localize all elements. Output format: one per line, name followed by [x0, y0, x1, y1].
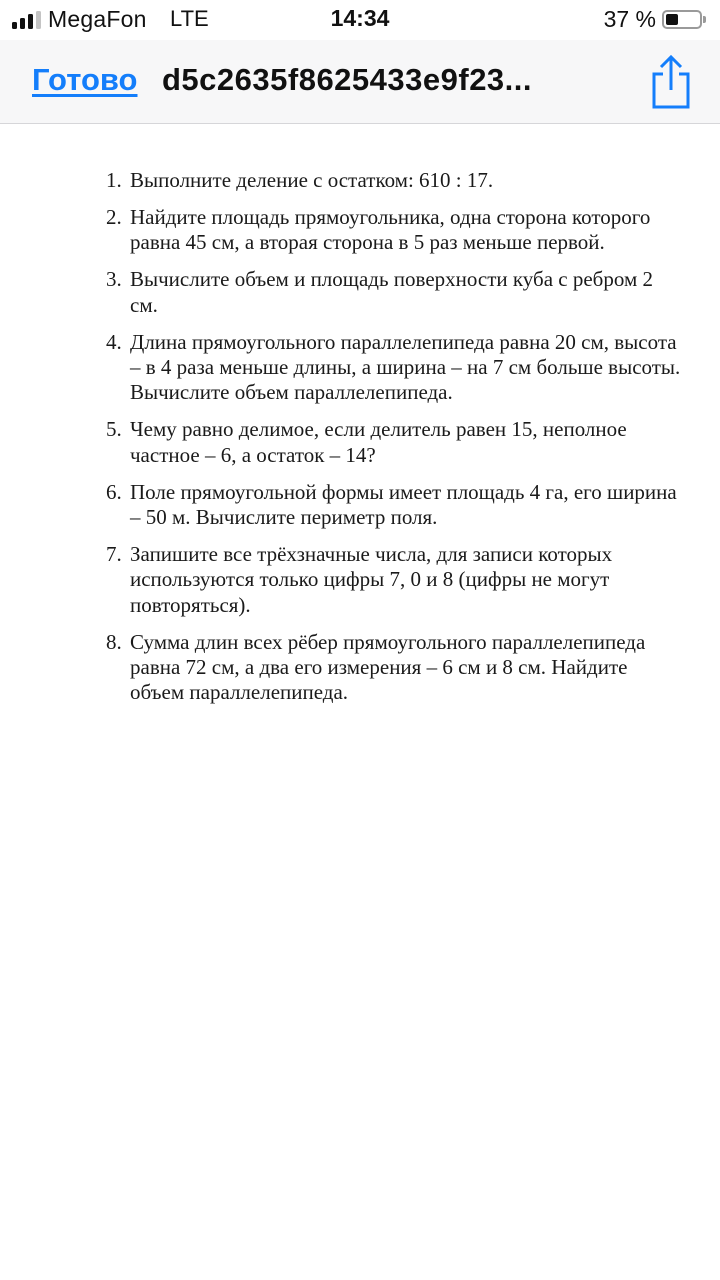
- task-number: 7.: [106, 541, 122, 566]
- task-text: Чему равно делимое, если делитель равен 15, неполное частное – 6, а остаток – 14?: [130, 417, 627, 467]
- battery-terminal: [703, 16, 706, 23]
- task-item: [106, 205, 686, 256]
- task-list: [106, 168, 686, 717]
- document-view[interactable]: [0, 124, 720, 1280]
- status-time: 14:34: [330, 5, 390, 31]
- task-number: 1.: [106, 168, 122, 192]
- task-item: [106, 168, 686, 193]
- navigation-bar: [0, 40, 720, 124]
- task-item: [106, 542, 686, 618]
- task-item: [106, 630, 686, 706]
- document-title: d5c2635f8625433e9f23...: [162, 62, 533, 97]
- task-text: Сумма длин всех рёбер прямоугольного параллелепипеда равна 72 см, а два его измерения – 6 см и 8 см. Найдите объем параллелепипеда.: [130, 629, 646, 705]
- done-button[interactable]: Готово: [32, 62, 138, 97]
- task-item: [106, 480, 686, 531]
- task-number: 5.: [106, 417, 122, 442]
- task-text: Поле прямоугольной формы имеет площадь 4 га, его ширина – 50 м. Вычислите периметр поля.: [130, 479, 677, 529]
- task-text: Длина прямоугольного параллелепипеда равна 20 см, высота – в 4 раза меньше длины, а ширина – на 7 см больше высоты. Вычислите объем параллелепипеда.: [130, 329, 681, 405]
- task-number: 3.: [106, 267, 122, 292]
- status-bar: [0, 0, 720, 40]
- battery-icon: [662, 10, 702, 29]
- task-item: [106, 267, 686, 318]
- battery-percentage: 37 %: [603, 6, 656, 32]
- share-button[interactable]: [644, 52, 698, 110]
- network-type: LTE: [170, 6, 209, 31]
- task-item: [106, 417, 686, 468]
- carrier-name: MegaFon: [48, 6, 147, 32]
- battery-fill: [666, 14, 678, 25]
- task-number: 6.: [106, 479, 122, 504]
- task-number: 4.: [106, 329, 122, 354]
- task-number: 8.: [106, 629, 122, 654]
- task-text: Найдите площадь прямоугольника, одна сторона которого равна 45 см, а вторая сторона в 5 раз меньше первой.: [130, 204, 651, 255]
- task-text: Выполните деление с остатком: 610 : 17.: [130, 168, 494, 192]
- task-text: Вычислите объем и площадь поверхности куба с ребром 2 см.: [130, 267, 653, 317]
- task-item: [106, 330, 686, 406]
- task-number: 2.: [106, 204, 122, 229]
- share-icon: [644, 52, 698, 110]
- task-text: Запишите все трёхзначные числа, для записи которых используются только цифры 7, 0 и 8 (цифры не могут повторяться).: [130, 541, 613, 617]
